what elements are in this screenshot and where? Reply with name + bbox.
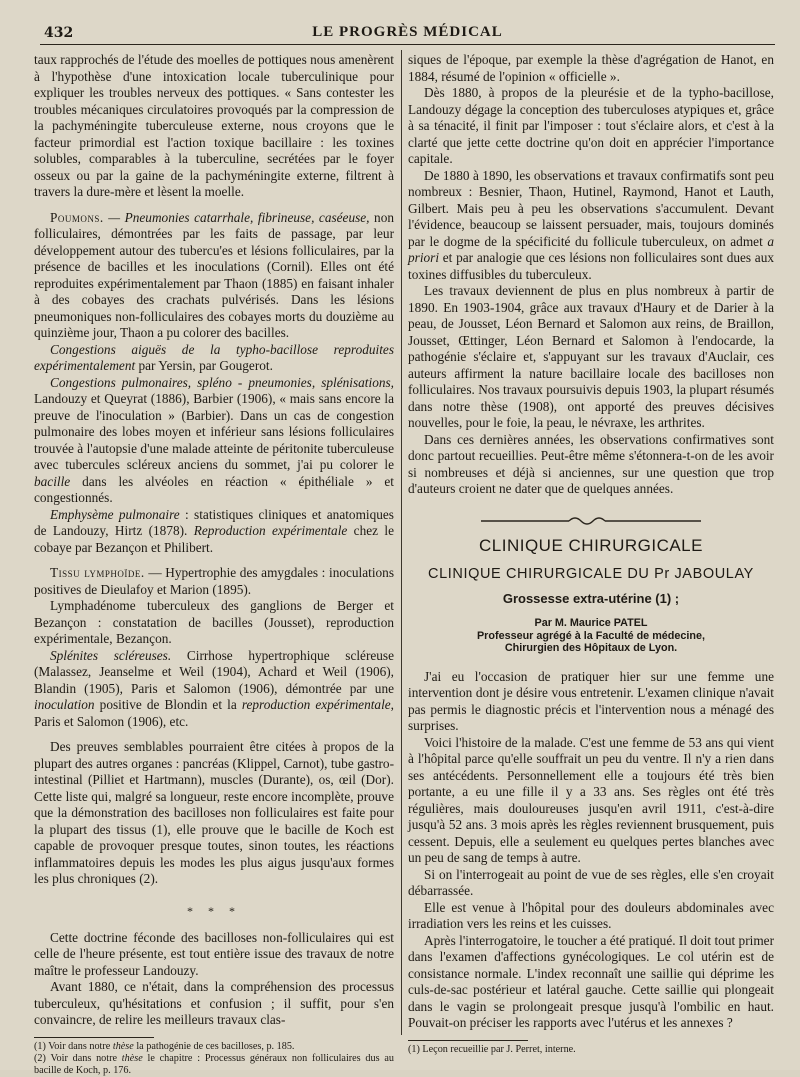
author-title: Chirurgien des Hôpitaux de Lyon. [504,642,678,654]
paragraph: Après l'interrogatoire, le toucher a été pratiqué. Il doit tout primer dans l'examen d'affections gynécologiques. Le col utérin est de consistance normale. L'index reconnaît une saillie qui déprime les culs-de-sac postérieur et latéral gauche. Cette saillie qui plongeait dans le vagin se prolongeait presque jusqu'à l'ombilic en haut. Pouvait-on préciser les rapports avec l'utérus et les annexes ? [408,932,774,1030]
paragraph-tissu [34,565,394,598]
italic-text: Splénites scléreuses. [50,647,172,663]
paragraph: Lymphadénome tuberculeux des ganglions de Berger et Bezançon : constatation de bacilles (Jousset), reproduction expérimentale, Bezançon. [34,598,394,646]
paragraph [34,375,394,507]
italic-text: Congestions pulmonaires, spléno - pneumonies, splénisations, [50,374,394,390]
text: la pathogénie de ces bacilloses, p. 185. [133,1040,295,1052]
ornament-line-icon [481,514,701,528]
paragraph [34,507,394,557]
italic-text: bacille [34,473,71,489]
paragraph [408,168,774,284]
footnote-rule [34,1037,154,1038]
section-break-stars: * * * [187,903,241,918]
text: le chapitre : Processus généraux non folliculaires dus au bacille de Koch, p. 176. [34,1052,394,1076]
text: — Hypertrophie des amygdales : inoculations positives de Dieulafoy et Marion (1895). [34,565,394,597]
paragraph: Cette doctrine féconde des bacilloses non-folliculaires qui est celle de l'heure présente, est tout entière issue des travaux de notre maître le professeur Landouzy. [34,929,394,978]
italic-text: a priori [408,233,774,265]
footnote: (1) Leçon recueillie par J. Perret, interne. [408,1043,576,1055]
text: (1) Voir dans notre [34,1040,113,1052]
paragraph: taux rapprochés de l'étude des moelles de pottiques nous amenèrent à l'hypothèse d'une intoxication locale tuberculinique pour expliquer les troubles nerveux des pottiques. « Sans contester les troubles mécaniques circulatoires provoqués par la compression de la pachyméningite tuberculeuse externe, nous croyons que le facteur primordial est l'action toxique bacillaire : les toxines solubles, comparables à la tuberculine, secrétées par le foyer osseux ou par la gaine de la pachyméningite externe, filtrent à travers la dure-mère et lèsent la moelle. [34,52,394,199]
text: dans les alvéoles en réaction « épithéliale » et congestionnés. [34,473,394,505]
paragraph: Elle est venue à l'hôpital pour des douleurs abdominales avec irradiation vers les reins et les cuisses. [408,899,774,931]
section-head: Poumons. [50,209,104,225]
left-column [34,52,394,1077]
journal-title: LE PROGRÈS MÉDICAL [312,24,503,40]
text: Cirrhose hypertrophique scléreuse (Malassez, Jeanselme et Weil (1904), Achard et Weil (1906), Blandin (1905), Paris et Salomon (1906), démontrée par une [34,647,395,696]
text: non folliculaires, démontrées par les faits de passage, par leur développement autour des tubercu'es et lésions folliculaires, par la présence de bacilles et les inoculations (Cornil). Elles ont été reproduites expérimentalement par Thaon (1885) en faisant inhaler à des cobayes des crachats pulvérisés. Dans les lésions pneumoniques non-folliculaires des cobayes morts du douzième au quinzième jour, Thaon a pu colorer des bacilles. [34,209,394,340]
italic-text: Emphysème pulmonaire [50,506,180,522]
paragraph: J'ai eu l'occasion de pratiquer hier sur une femme une intervention dont je désire vous entretenir. L'examen clinique n'avait pas permis le diagnostic précis et l'intervention nous a ménagé des surprises. [408,668,774,733]
column-divider [401,50,402,1035]
text: (2) Voir dans notre [34,1052,122,1064]
text: De 1880 à 1890, les observations et travaux confirmatifs sont peu nombreux : Besnier, Thaon, Hutinel, Raymond, Hanot et Lauth, Gilbert. Mais peu à peu les observations s'accumulent. Devant l'évidence, beaucoup se laissent persuader, mais, toujours dominés par le dogme de la spécificité du follicule tuberculeux, on admet [408,167,774,249]
paragraph [34,648,394,731]
paragraph [34,342,394,375]
footnote [34,1053,394,1077]
text: positive de Blondin et la [94,697,242,712]
text: : statistiques cliniques et anatomiques de Landouzy, Hirtz (1878). [34,506,394,538]
paragraph: siques de l'époque, par exemple la thèse d'agrégation de Hanot, en 1884, résumé de l'opinion « officielle ». [408,52,774,84]
article-title: CLINIQUE CHIRURGICALE DU Pr JABOULAY [428,566,754,582]
ornament-divider [408,514,774,528]
text: et par analogie que ces lésions non folliculaires sont dues aux toxines diffusibles du tuberculeux. [408,250,774,282]
text: chez le cobaye par Bezançon et Philibert. [34,523,394,555]
paragraph: Dès 1880, à propos de la pleurésie et de la typho-bacillose, Landouzy dégage la conception des tuberculoses atypiques et, grâce à sa ténacité, il finit par l'imposer : tout s'éclaire alors, et c'est à la clarté que jette cette doctrine qu'on doit en apprécier l'importance capitale. [408,85,774,166]
byline [408,617,774,655]
page-number: 432 [44,25,74,41]
footnote [34,1041,394,1053]
paragraph: Si on l'interrogeait au point de vue de ses règles, elle s'en croyait débarrassée. [408,866,774,898]
author: Par M. Maurice PATEL [534,617,648,629]
italic-text: inoculation [34,697,95,712]
paragraph: Les travaux deviennent de plus en plus nombreux à partir de 1890. En 1903-1904, grâce aux travaux d'Haury et de Darier à la peau, de Jousset, Léon Bernard et Salomon aux reins, de Braillon, Jousset, Œttinger, Léon Bernard et Salomon à l'endocarde, la pathogénie s'éclaire et, s'appuyant sur les travaux d'Auclair, ces auteurs affirment la nature bacillaire locale des bacilloses non folliculaires. Nos travaux poursuivis depuis 1903, la plupart résumés dans notre thèse (1908), ont apporté des preuves décisives nouvelles, pour le foie, la peau, le névraxe, les arthrites. [408,283,774,430]
footnote-rule [408,1040,528,1041]
paragraph: Des preuves semblables pourraient être citées à propos de la plupart des autres organes : pancréas (Klippel, Carnot), tube gastro-intestinal (Pilliet et Hartmann), muscles (Durante), os, œil (Dor). Cette liste qui, malgré sa longueur, reste encore incomplète, prouve que la démonstration des bacilloses non folliculaires est faite pour la plupart des tissus (1), elle prouve que le bacille de Koch est capable de provoquer presque toutes, sinon toutes, les réactions inflammatoires depuis les modes les plus aigus jusqu'aux formes les plus chroniques (2). [34,739,394,886]
text: par Yersin, par Gougerot. [135,358,273,373]
text: , Paris et Salomon (1906), etc. [34,697,394,729]
right-column [408,52,774,1056]
italic-text: thèse [112,1040,134,1052]
italic-text: Congestions aiguës de la typho-bacillose reproduites expérimentalement [34,341,394,373]
paragraph-poumons [34,210,394,342]
author-title: Professeur agrégé à la Faculté de médecine, [476,629,706,642]
paragraph: Dans ces dernières années, les observations confirmatives sont donc partout recueillies. Peut-être même s'étonnera-t-on de les avoir si nombreuses et déjà si anciennes, sur une question que trop d'auteurs croient ne dater que de quelques années. [408,431,774,496]
italic-text: Reproduction expérimentale [193,523,348,538]
section-title: CLINIQUE CHIRURGICALE [479,535,703,555]
italic-text: thèse [121,1052,143,1064]
paragraph: Voici l'histoire de la malade. C'est une femme de 53 ans qui vient à l'hôpital parce qu'elle souffrait un peu du ventre. Il n'y a rien dans ses antécédents. Personnellement elle a toujours été très bien portante, a eu une fille il y a 33 ans. Ses règles ont été très régulières, mais douloureuses jusqu'en avril 1911, c'est-à-dire jusqu'à 52 ans. 3 mois après les règles reviennent brusquement, puis cessent. Depuis, elle a seulement eu quelques pertes blanches avec un peu de sang de temps à autre. [408,734,774,865]
section-head: Tissu lymphoïde. [50,565,145,580]
italic-text: reproduction expérimentale [241,697,391,712]
text: Landouzy et Queyrat (1886), Barbier (1906), « mais sans encore la preuve de l'inoculation » (Barbier). Dans un cas de congestion pulmonaire des lobes moyen et inférieur sans lésions folliculaires trouvée à l'autopsie d'une malade atteinte de péritonite tuberculeuse avec tubercules scléreux anciens du sommet, j'ai pu colorer le [34,391,394,472]
article-subtitle: Grossesse extra-utérine (1) ; [502,590,680,606]
italic-text: — Pneumonies catarrhale, fibrineuse, caséeuse, [103,209,370,225]
running-header [40,22,775,45]
paragraph: Avant 1880, ce n'était, dans la compréhension des processus tuberculeux, qu'hésitations et confusion ; il suffit, pour s'en convaincre, de relire les meilleurs travaux clas- [34,979,394,1027]
